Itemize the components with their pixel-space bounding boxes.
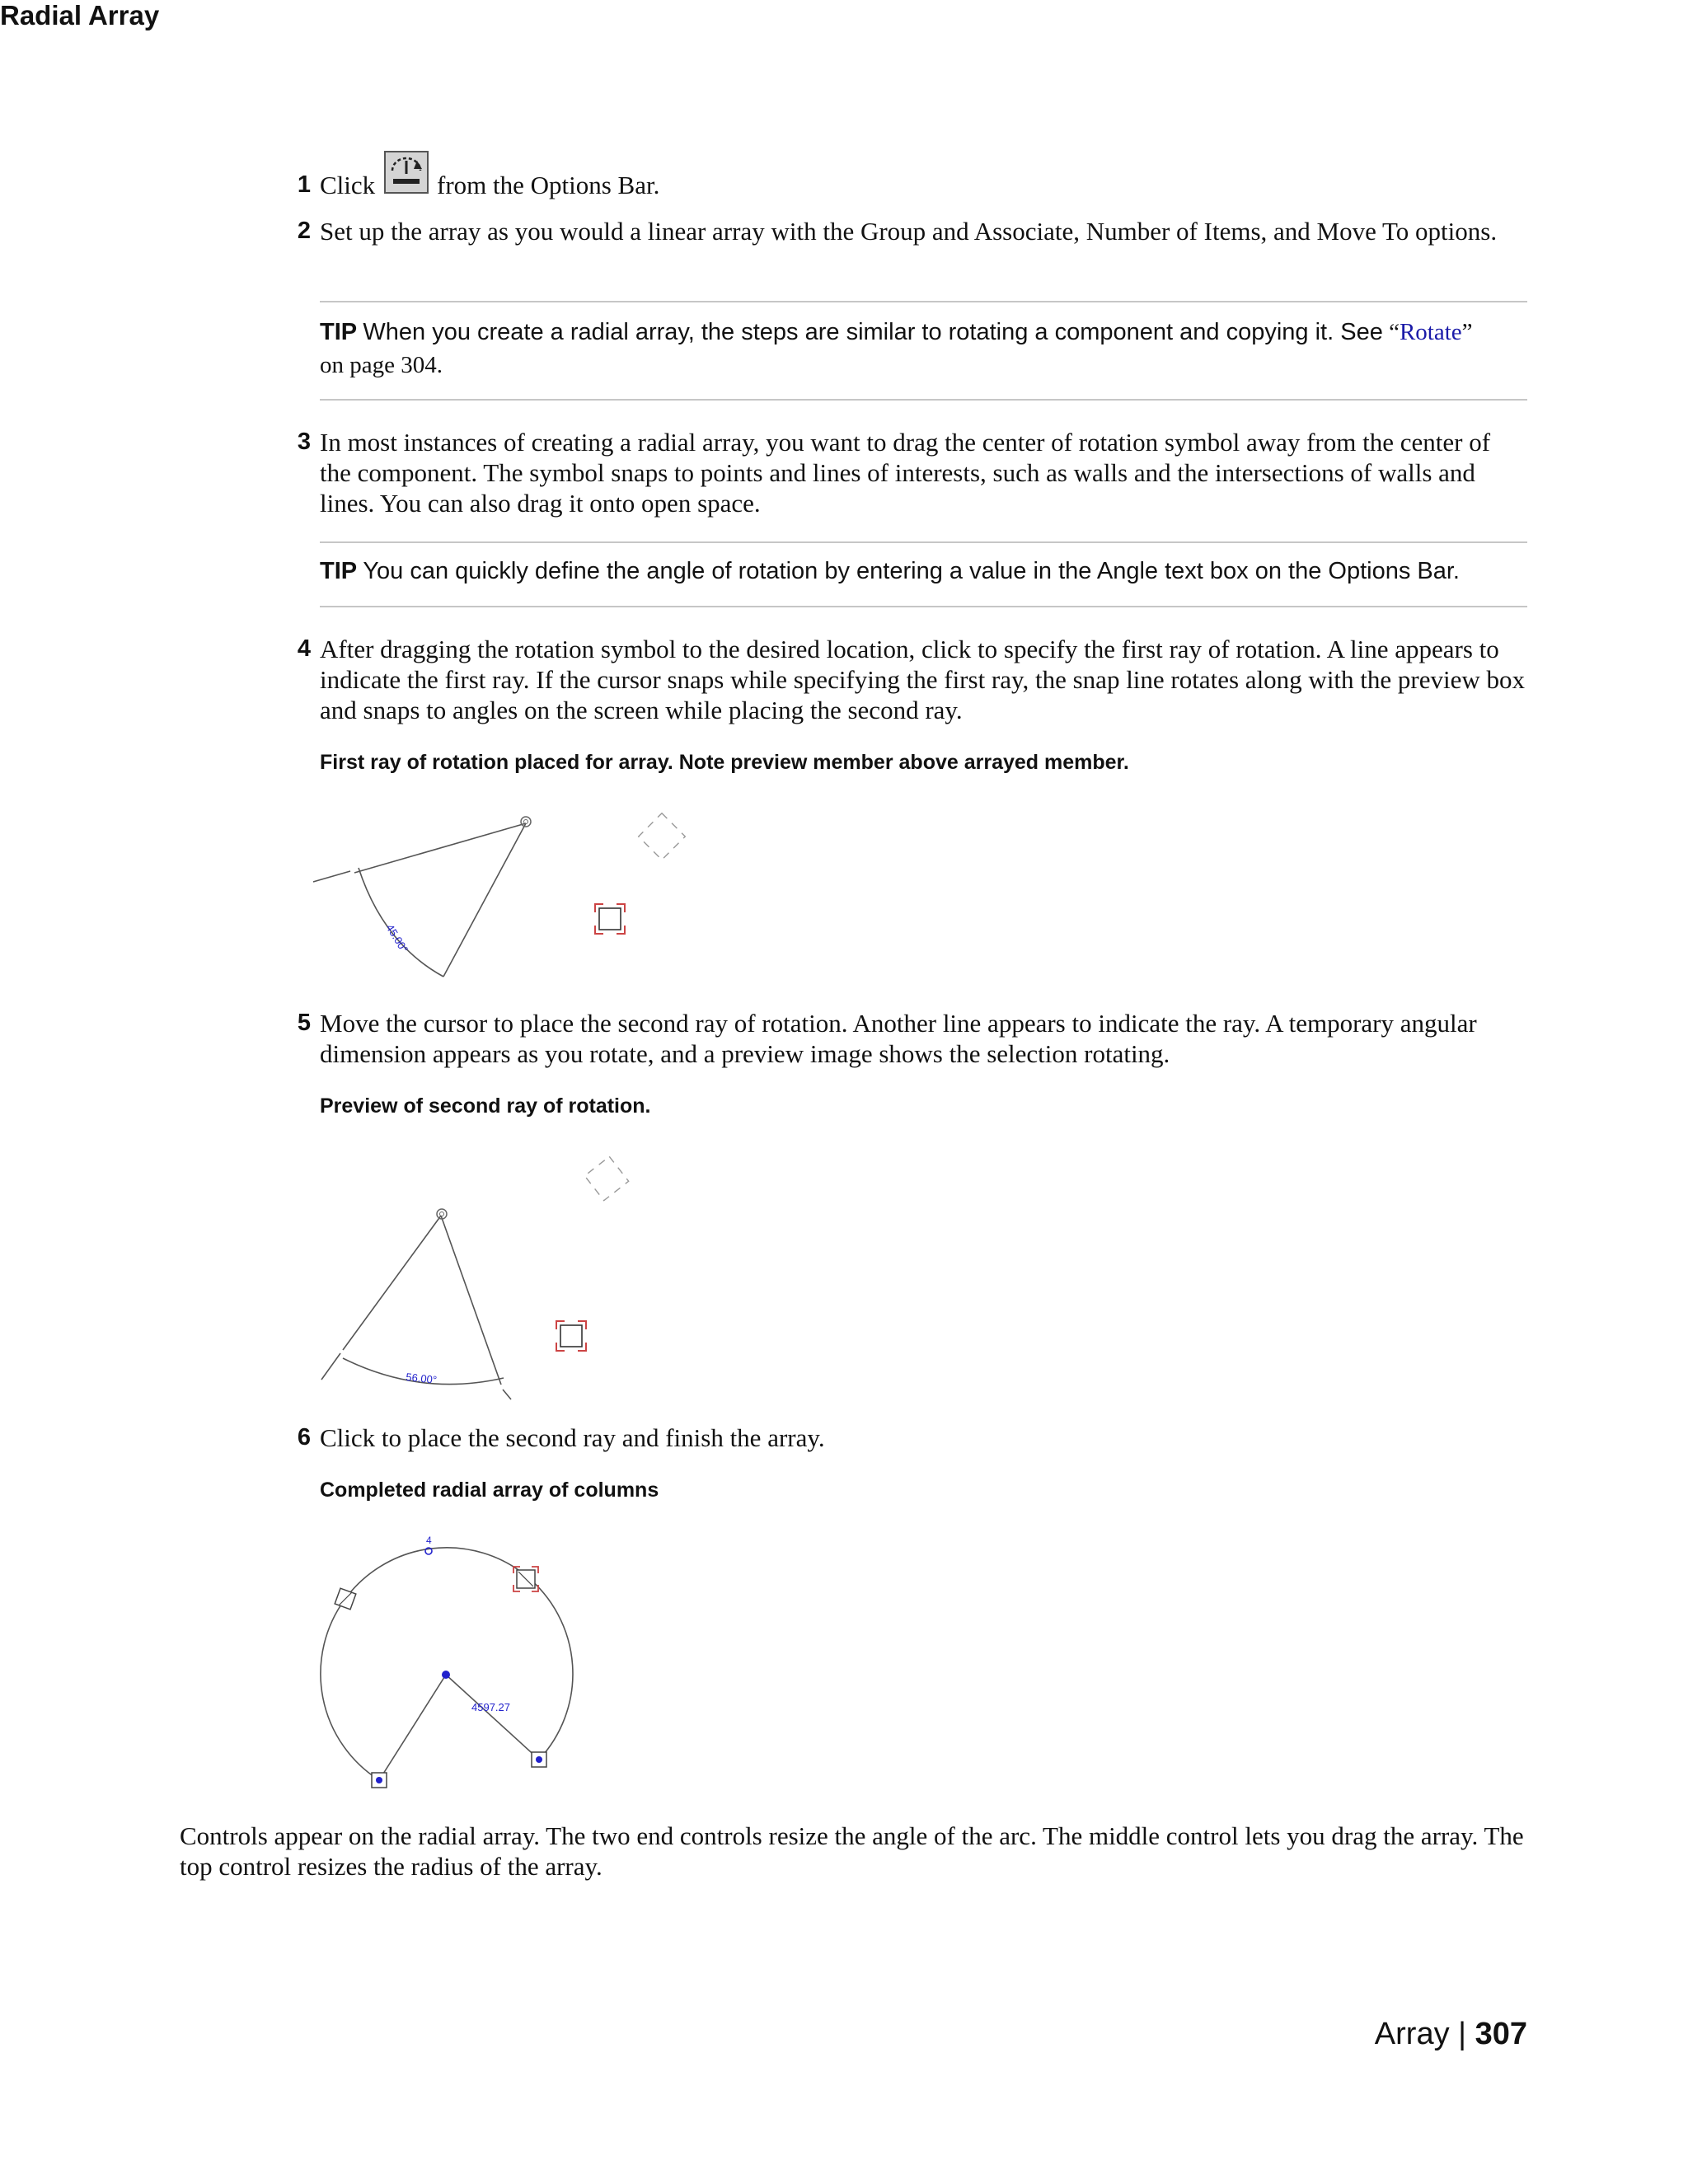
- first-ray-line: [354, 823, 526, 873]
- radius-line: [379, 1675, 446, 1780]
- step-number: 4: [297, 635, 311, 662]
- step-number: 6: [297, 1424, 311, 1451]
- center-drag-control: [442, 1671, 450, 1679]
- step-text: Move the cursor to place the second ray of rotation. Another line appears to indicate the ray. A temporary angular dimension appears as you rotate, and a preview image shows the selection rotating.: [320, 1009, 1477, 1068]
- second-ray-figure: [313, 1146, 659, 1405]
- count-label: 4: [426, 1535, 432, 1546]
- preview-member: [584, 1156, 628, 1200]
- step-text: Set up the array as you would a linear array with the Group and Associate, Number of Items, and Move To options.: [320, 217, 1498, 246]
- section-title: Radial Array: [0, 0, 160, 30]
- step-number: 2: [297, 218, 311, 244]
- completed-array-figure: [313, 1529, 585, 1801]
- page-footer: [1375, 2017, 1527, 2052]
- end-control: [532, 1752, 546, 1767]
- divider: [320, 399, 1527, 401]
- tip-box: [320, 555, 1527, 588]
- extension-line: [503, 1390, 511, 1399]
- angle-label: 56.00°: [405, 1371, 438, 1386]
- arrayed-member: [595, 904, 625, 934]
- figure-caption: First ray of rotation placed for array. Note preview member above arrayed member.: [320, 751, 1129, 774]
- first-ray-line: [343, 1216, 441, 1350]
- step-text: After dragging the rotation symbol to the desired location, click to specify the first ray of rotation. A line appears to indicate the first ray. If the cursor snaps while specifying the first ray, the snap line rotates along with the preview box and snaps to angles on the screen while placing the second ray.: [320, 635, 1526, 724]
- tip-label: TIP: [320, 319, 358, 345]
- radius-line: [446, 1675, 539, 1760]
- divider: [320, 301, 1527, 302]
- tip-page-ref: on page 304.: [320, 352, 443, 378]
- step-number: 5: [297, 1010, 311, 1036]
- second-ray-line: [441, 1216, 501, 1385]
- tip-text: When you create a radial array, the steps are similar to rotating a component and copying it. See: [363, 319, 1383, 345]
- chapter-name: Array: [1374, 2017, 1450, 2051]
- step-text: Click to place the second ray and finish the array.: [320, 1423, 825, 1452]
- end-control: [372, 1773, 387, 1788]
- radial-array-icon[interactable]: [384, 151, 429, 194]
- divider: [320, 606, 1527, 607]
- preview-member: [639, 813, 686, 860]
- figure-caption: Completed radial array of columns: [320, 1479, 659, 1502]
- tip-label: TIP: [320, 558, 358, 584]
- extension-line: [313, 871, 350, 882]
- tip-text: You can quickly define the angle of rotation by entering a value in the Angle text box on the Options Bar.: [363, 558, 1460, 584]
- radius-label: 4597.27: [471, 1701, 510, 1713]
- extension-line: [321, 1353, 340, 1380]
- figure-caption: Preview of second ray of rotation.: [320, 1094, 651, 1118]
- footer-separator: |: [1458, 2017, 1467, 2051]
- rotate-link[interactable]: Rotate: [1399, 319, 1462, 345]
- divider: [320, 541, 1527, 543]
- arrayed-member: [556, 1321, 586, 1351]
- rotation-center-symbol: [521, 817, 531, 827]
- step-number: 1: [297, 171, 311, 198]
- step-text: In most instances of creating a radial array, you want to drag the center of rotation symbol away from the center of the component. The symbol snaps to points and lines of interests, such as walls and the intersections of walls and lines. You can also drag it onto open space.: [320, 428, 1491, 518]
- step-text: Click: [320, 171, 376, 199]
- angle-arc: [359, 868, 443, 977]
- array-member: [335, 1588, 356, 1610]
- closing-paragraph: Controls appear on the radial array. The two end controls resize the angle of the arc. The middle control lets you drag the array. The top control resizes the radius of the array.: [180, 1821, 1524, 1881]
- array-member: [513, 1567, 538, 1591]
- first-ray-figure: [313, 804, 709, 989]
- step-text-suffix: from the Options Bar.: [437, 171, 660, 199]
- step-number: 3: [297, 429, 311, 455]
- angle-label: 45.00°: [383, 921, 411, 955]
- tip-box: TIP When you create a radial array, the steps are similar to rotating a component and copying it. See “Rotate” on page 304.: [320, 319, 1473, 378]
- second-ray-line: [443, 823, 526, 977]
- page-number: 307: [1475, 2017, 1527, 2051]
